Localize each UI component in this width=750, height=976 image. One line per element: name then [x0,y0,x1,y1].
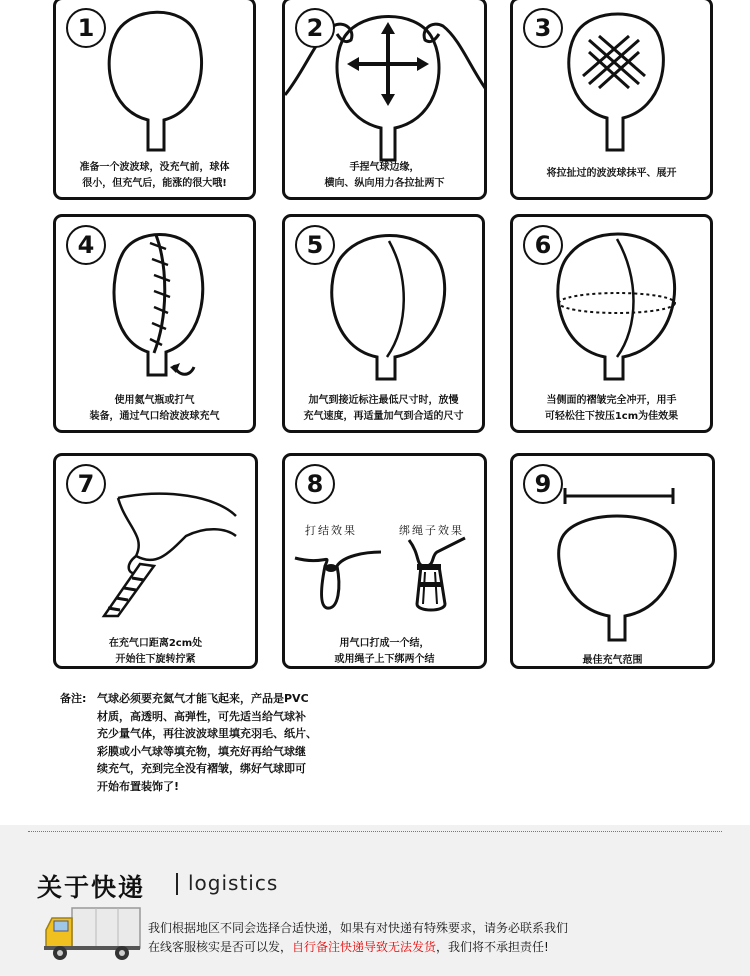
step-caption: 使用氦气瓶或打气 装备，通过气口给波波球充气 [89,395,220,422]
step-number: 8 [295,464,335,504]
step-caption: 准备一个波波球，没充气前，球体 很小，但充气后，能涨的很大哦! [79,162,230,189]
rope-effect-label: 绑绳子效果 [399,524,464,537]
delivery-truck-icon [42,906,142,962]
step-8-panel [282,453,487,669]
logistics-section [0,825,750,976]
step-number: 6 [523,225,563,265]
step-5-panel [282,214,485,433]
step-number: 2 [295,8,335,48]
step-caption: 当侧面的褶皱完全冲开，用手 可轻松往下按压1cm为佳效果 [544,395,679,422]
step-caption: 在充气口距离2cm处 开始往下旋转拧紧 [108,638,203,665]
step-7-panel [53,453,258,669]
warning-text: 自行备注快递导致无法发货 [292,940,437,954]
logistics-title: 关于快递 [37,873,146,902]
logistics-text: 我们根据地区不同会选择合适快递，如果有对快递有特殊要求，请务必联系我们 在线客服核实是否可以发，自行备注快递导致无法发货，我们将不承担责任! [148,921,569,954]
step-number: 4 [66,225,106,265]
step-4-panel [53,214,256,433]
step-2-panel [282,0,487,200]
step-number: 7 [66,464,106,504]
step-caption: 将拉扯过的波波球抹平、展开 [546,168,677,179]
step-number: 9 [523,464,563,504]
step-number: 1 [66,8,106,48]
step-caption: 用气口打成一个结， 或用绳子上下绑两个结 [334,638,435,665]
step-number: 3 [523,8,563,48]
step-caption: 最佳充气范围 [582,655,643,666]
knot-effect-label: 打结效果 [305,524,357,537]
step-9-panel [510,453,715,669]
step-3-panel [510,0,713,200]
step-6-panel [510,214,713,433]
dotted-divider [28,831,722,832]
note-text: 气球必须要充氦气才能飞起来，产品是PVC 材质，高透明、高弹性，可先适当给气球补 充少量气体，再往波波球里填充羽毛、纸片、 彩膜或小气球等填充物，填充好再给气球继 续充气，充到完全没有褶皱，绑好气球即可 开始布置装饰了! [97,692,317,793]
step-number: 5 [295,225,335,265]
note-label: 备注: [60,692,87,705]
title-separator [176,873,178,895]
step-caption: 手捏气球边缘， 横向、纵向用力各拉扯两下 [324,162,445,189]
step-caption: 加气到接近标注最低尺寸时，放慢 充气速度，再适量加气到合适的尺寸 [303,395,464,422]
logistics-subtitle: logistics [188,871,279,895]
step-1-panel [53,0,256,200]
